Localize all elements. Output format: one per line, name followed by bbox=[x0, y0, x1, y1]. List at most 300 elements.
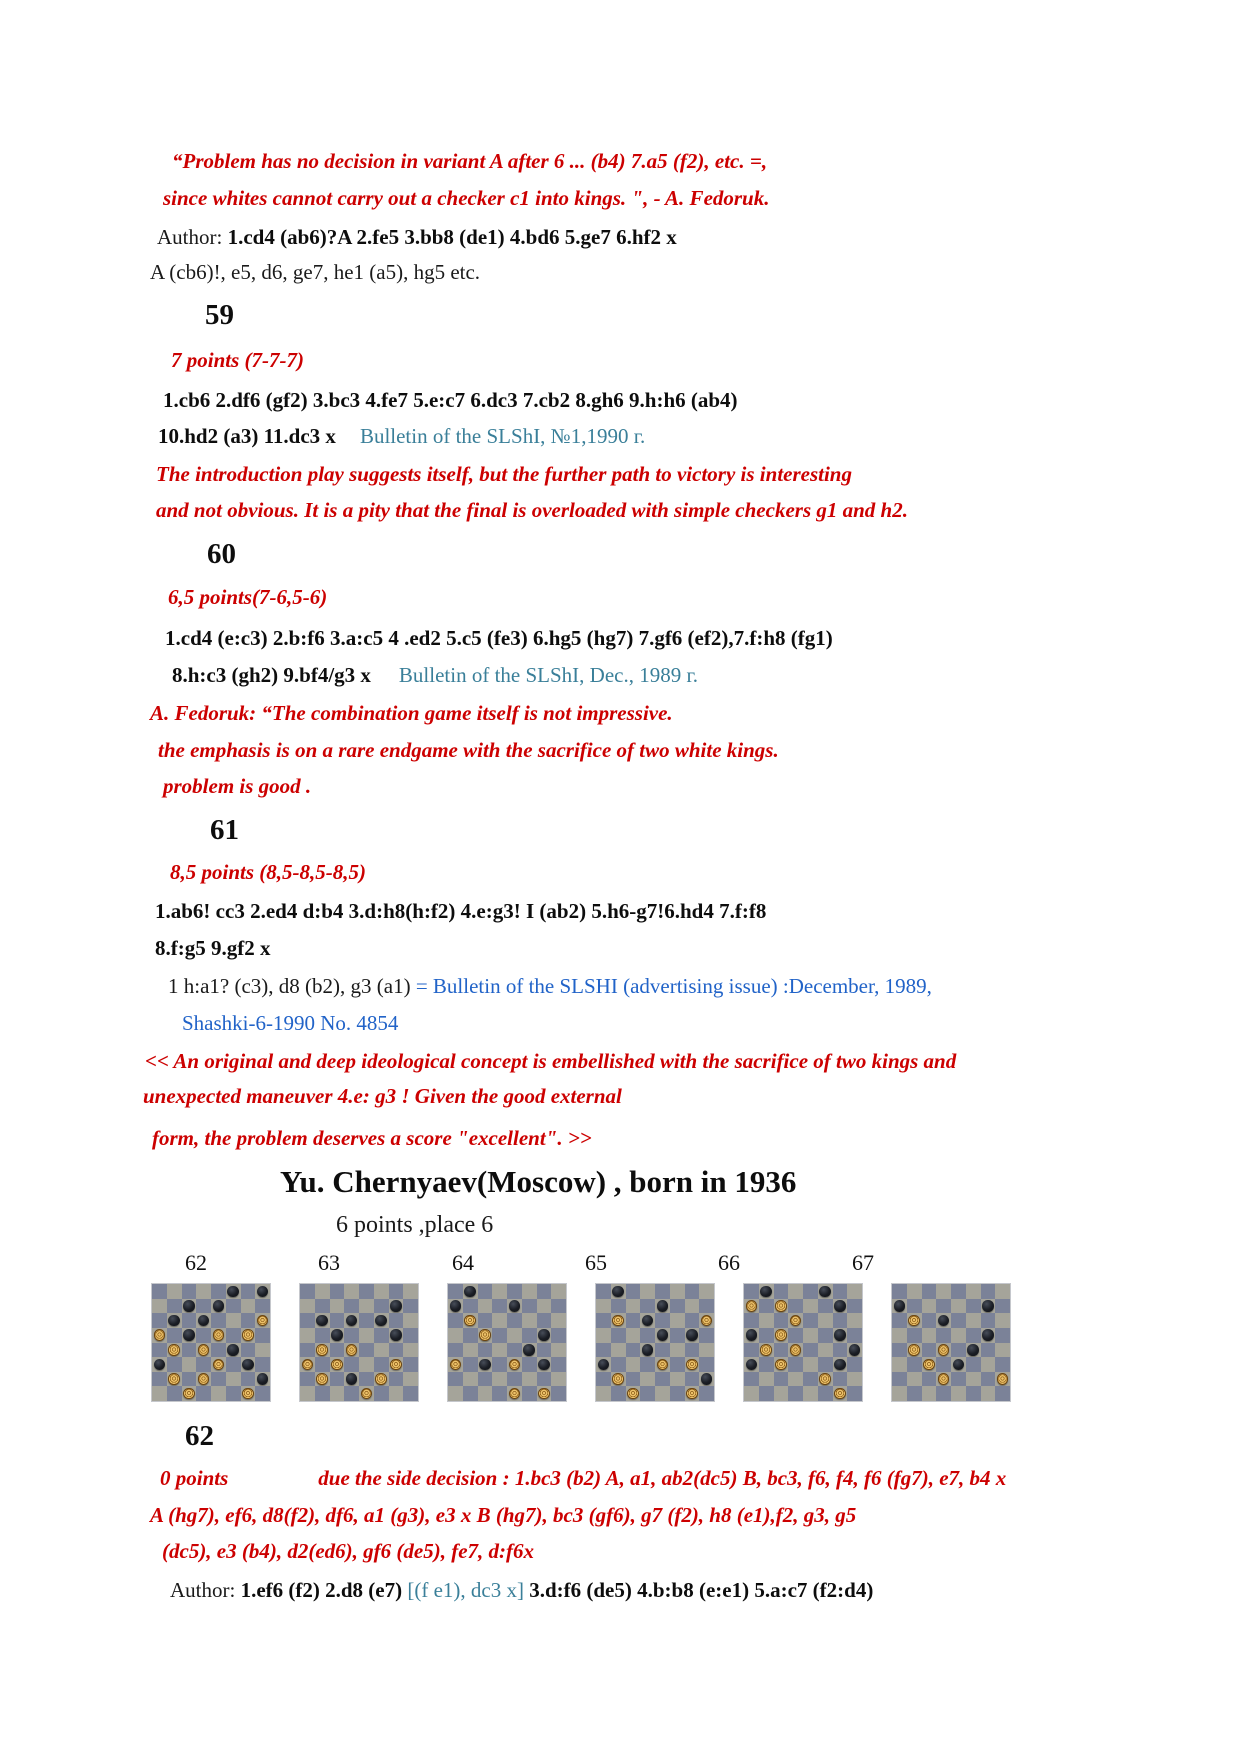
board-square bbox=[596, 1357, 611, 1372]
board-square bbox=[241, 1372, 256, 1387]
problem-60-citation: Bulletin of the SLShI, Dec., 1989 г. bbox=[398, 663, 698, 687]
board-square bbox=[241, 1299, 256, 1314]
black-checker bbox=[464, 1286, 476, 1298]
board-square bbox=[389, 1386, 404, 1401]
board-square bbox=[640, 1372, 655, 1387]
board-square bbox=[759, 1343, 774, 1358]
board-label-62: 62 bbox=[185, 1250, 207, 1275]
problem-61-moves-2: 8.f:g5 9.gf2 x bbox=[155, 936, 271, 960]
board-square bbox=[922, 1313, 937, 1328]
board-square bbox=[833, 1328, 848, 1343]
board-square bbox=[300, 1328, 315, 1343]
board-square bbox=[507, 1284, 522, 1299]
board-square bbox=[611, 1313, 626, 1328]
board-square bbox=[315, 1357, 330, 1372]
board-square bbox=[374, 1284, 389, 1299]
board-square bbox=[167, 1313, 182, 1328]
variant-a-line: A (cb6)!, e5, d6, ge7, he1 (a5), hg5 etc. bbox=[150, 260, 481, 284]
board-square bbox=[537, 1343, 552, 1358]
black-checker bbox=[982, 1329, 994, 1341]
white-checker bbox=[760, 1344, 772, 1356]
black-checker bbox=[183, 1329, 195, 1341]
board-square bbox=[478, 1357, 493, 1372]
board-square bbox=[685, 1357, 700, 1372]
board-square bbox=[551, 1284, 566, 1299]
board-square bbox=[596, 1299, 611, 1314]
board-square bbox=[226, 1343, 241, 1358]
board-square bbox=[359, 1386, 374, 1401]
board-square bbox=[685, 1328, 700, 1343]
problem-62-author-moves-1: 1.ef6 (f2) 2.d8 (e7) bbox=[240, 1578, 408, 1602]
white-checker bbox=[375, 1373, 387, 1385]
board-square bbox=[196, 1343, 211, 1358]
board-square bbox=[670, 1357, 685, 1372]
board-square bbox=[182, 1313, 197, 1328]
board-square bbox=[907, 1328, 922, 1343]
board-square bbox=[211, 1328, 226, 1343]
problem-60-comment-1: A. Fedoruk: “The combination game itself is not impressive. bbox=[150, 701, 673, 725]
board-square bbox=[759, 1372, 774, 1387]
white-checker bbox=[701, 1315, 713, 1327]
board-square bbox=[922, 1343, 937, 1358]
board-square bbox=[626, 1299, 641, 1314]
board-square bbox=[699, 1343, 714, 1358]
black-checker bbox=[242, 1359, 254, 1371]
board-square bbox=[966, 1299, 981, 1314]
board-square bbox=[818, 1386, 833, 1401]
board-square bbox=[330, 1284, 345, 1299]
problem-62-author-line bbox=[170, 1578, 873, 1603]
board-square bbox=[981, 1313, 996, 1328]
board-square bbox=[655, 1357, 670, 1372]
board-square bbox=[922, 1386, 937, 1401]
board-square bbox=[995, 1284, 1010, 1299]
board-square bbox=[847, 1386, 862, 1401]
board-square bbox=[152, 1284, 167, 1299]
checkers-board-66 bbox=[744, 1284, 862, 1401]
board-square bbox=[685, 1372, 700, 1387]
board-square bbox=[551, 1386, 566, 1401]
board-square bbox=[847, 1313, 862, 1328]
board-square bbox=[744, 1313, 759, 1328]
board-square bbox=[685, 1343, 700, 1358]
board-square bbox=[167, 1357, 182, 1372]
board-square bbox=[507, 1299, 522, 1314]
board-label-66: 66 bbox=[718, 1250, 740, 1275]
problem-62-side-line-2: A (hg7), ef6, d8(f2), df6, a1 (g3), e3 x B (hg7), bc3 (gf6), g7 (f2), h8 (e1),f2, g3, g5 bbox=[150, 1503, 857, 1527]
board-square bbox=[226, 1284, 241, 1299]
board-square bbox=[922, 1299, 937, 1314]
board-square bbox=[344, 1328, 359, 1343]
board-square bbox=[596, 1386, 611, 1401]
board-square bbox=[492, 1372, 507, 1387]
black-checker bbox=[538, 1359, 550, 1371]
board-square bbox=[922, 1357, 937, 1372]
board-square bbox=[492, 1328, 507, 1343]
board-square bbox=[507, 1313, 522, 1328]
board-square bbox=[818, 1372, 833, 1387]
board-square bbox=[522, 1313, 537, 1328]
white-checker bbox=[790, 1344, 802, 1356]
board-square bbox=[847, 1343, 862, 1358]
board-square bbox=[626, 1357, 641, 1372]
board-square bbox=[255, 1357, 270, 1372]
board-square bbox=[788, 1284, 803, 1299]
problem-62-author-bracket: [(f e1), dc3 x] bbox=[407, 1578, 524, 1602]
board-square bbox=[196, 1386, 211, 1401]
board-square bbox=[537, 1357, 552, 1372]
board-square bbox=[699, 1372, 714, 1387]
board-square bbox=[788, 1343, 803, 1358]
board-square bbox=[182, 1372, 197, 1387]
board-square bbox=[463, 1386, 478, 1401]
problem-60-comment-2: the emphasis is on a rare endgame with the sacrifice of two white kings. bbox=[158, 738, 779, 762]
black-checker bbox=[819, 1286, 831, 1298]
board-square bbox=[907, 1357, 922, 1372]
board-square bbox=[907, 1284, 922, 1299]
black-checker bbox=[642, 1315, 654, 1327]
board-square bbox=[403, 1313, 418, 1328]
board-square bbox=[463, 1299, 478, 1314]
board-square bbox=[759, 1284, 774, 1299]
board-square bbox=[551, 1313, 566, 1328]
problem-61-moves-1: 1.ab6! cc3 2.ed4 d:b4 3.d:h8(h:f2) 4.e:g3! I (ab2) 5.h6-g7!6.hd4 7.f:f8 bbox=[155, 899, 767, 923]
problem-59-citation: Bulletin of the SLShI, №1,1990 г. bbox=[359, 424, 646, 448]
board-square bbox=[670, 1284, 685, 1299]
board-square bbox=[182, 1299, 197, 1314]
board-square bbox=[182, 1357, 197, 1372]
board-square bbox=[774, 1284, 789, 1299]
white-checker bbox=[686, 1388, 698, 1400]
board-square bbox=[255, 1343, 270, 1358]
board-square bbox=[463, 1313, 478, 1328]
board-square bbox=[167, 1372, 182, 1387]
board-square bbox=[640, 1284, 655, 1299]
board-square bbox=[152, 1343, 167, 1358]
board-square bbox=[833, 1386, 848, 1401]
white-checker bbox=[168, 1344, 180, 1356]
problem-61-citation-2: Shashki-6-1990 No. 4854 bbox=[182, 1011, 399, 1035]
checkers-board-62 bbox=[152, 1284, 270, 1401]
board-square bbox=[448, 1372, 463, 1387]
board-square bbox=[995, 1313, 1010, 1328]
white-checker bbox=[938, 1344, 950, 1356]
board-square bbox=[611, 1284, 626, 1299]
black-checker bbox=[227, 1286, 239, 1298]
board-square bbox=[922, 1372, 937, 1387]
board-square bbox=[699, 1299, 714, 1314]
board-square bbox=[241, 1343, 256, 1358]
board-square bbox=[936, 1372, 951, 1387]
board-square bbox=[655, 1313, 670, 1328]
problem-60-moves-2-text: 8.h:c3 (gh2) 9.bf4/g3 x bbox=[172, 663, 371, 687]
board-square bbox=[966, 1313, 981, 1328]
board-square bbox=[788, 1313, 803, 1328]
white-checker bbox=[746, 1300, 758, 1312]
board-square bbox=[640, 1357, 655, 1372]
board-square bbox=[847, 1284, 862, 1299]
board-square bbox=[167, 1299, 182, 1314]
board-square bbox=[818, 1357, 833, 1372]
board-square bbox=[995, 1328, 1010, 1343]
board-square bbox=[744, 1386, 759, 1401]
author-heading: Yu. Chernyaev(Moscow) , born in 1936 bbox=[280, 1164, 797, 1199]
board-square bbox=[966, 1343, 981, 1358]
board-square bbox=[211, 1313, 226, 1328]
board-square bbox=[759, 1313, 774, 1328]
checkers-board-65 bbox=[596, 1284, 714, 1401]
board-square bbox=[315, 1328, 330, 1343]
board-square bbox=[744, 1284, 759, 1299]
board-square bbox=[596, 1284, 611, 1299]
board-square bbox=[551, 1357, 566, 1372]
board-square bbox=[478, 1313, 493, 1328]
board-square bbox=[759, 1357, 774, 1372]
problem-62-side-line-1 bbox=[160, 1466, 1006, 1491]
problem-59-comment-2: and not obvious. It is a pity that the final is overloaded with simple checkers g1 and h2. bbox=[156, 498, 908, 522]
board-square bbox=[759, 1299, 774, 1314]
board-square bbox=[448, 1299, 463, 1314]
board-square bbox=[255, 1299, 270, 1314]
board-square bbox=[907, 1386, 922, 1401]
board-square bbox=[463, 1372, 478, 1387]
white-checker bbox=[923, 1359, 935, 1371]
board-square bbox=[226, 1299, 241, 1314]
board-square bbox=[330, 1372, 345, 1387]
board-square bbox=[448, 1357, 463, 1372]
board-square bbox=[300, 1313, 315, 1328]
board-square bbox=[922, 1284, 937, 1299]
white-checker bbox=[198, 1373, 210, 1385]
board-square bbox=[522, 1299, 537, 1314]
board-square bbox=[255, 1386, 270, 1401]
board-square bbox=[315, 1284, 330, 1299]
board-square bbox=[744, 1372, 759, 1387]
board-square bbox=[966, 1386, 981, 1401]
board-square bbox=[744, 1357, 759, 1372]
board-square bbox=[981, 1343, 996, 1358]
black-checker bbox=[746, 1359, 758, 1371]
board-square bbox=[788, 1386, 803, 1401]
white-checker bbox=[361, 1388, 373, 1400]
board-square bbox=[241, 1328, 256, 1343]
problem-61-comment-1: << An original and deep ideological concept is embellished with the sacrifice of two kings and bbox=[145, 1049, 957, 1073]
board-square bbox=[448, 1313, 463, 1328]
white-checker bbox=[997, 1373, 1009, 1385]
board-square bbox=[448, 1328, 463, 1343]
board-square bbox=[936, 1386, 951, 1401]
board-square bbox=[818, 1343, 833, 1358]
black-checker bbox=[227, 1344, 239, 1356]
board-square bbox=[182, 1328, 197, 1343]
black-checker bbox=[509, 1300, 521, 1312]
white-checker bbox=[686, 1359, 698, 1371]
board-square bbox=[167, 1386, 182, 1401]
problem-61-note-text: 1 h:a1? (c3), d8 (b2), g3 (a1) bbox=[168, 974, 416, 998]
board-square bbox=[463, 1284, 478, 1299]
board-square bbox=[655, 1284, 670, 1299]
board-square bbox=[611, 1372, 626, 1387]
board-square bbox=[152, 1372, 167, 1387]
board-square bbox=[315, 1343, 330, 1358]
board-square bbox=[951, 1343, 966, 1358]
board-square bbox=[774, 1299, 789, 1314]
board-square bbox=[596, 1343, 611, 1358]
board-square bbox=[226, 1328, 241, 1343]
black-checker bbox=[746, 1329, 758, 1341]
problem-59-moves-1: 1.cb6 2.df6 (gf2) 3.bc3 4.fe7 5.e:c7 6.dc3 7.cb2 8.gh6 9.h:h6 (ab4) bbox=[163, 388, 738, 412]
problem-61-number: 61 bbox=[210, 814, 239, 846]
board-square bbox=[759, 1328, 774, 1343]
board-square bbox=[359, 1357, 374, 1372]
board-square bbox=[478, 1284, 493, 1299]
black-checker bbox=[257, 1286, 269, 1298]
board-square bbox=[611, 1299, 626, 1314]
problem-61-comment-2: unexpected maneuver 4.e: g3 ! Given the good external bbox=[143, 1084, 622, 1108]
white-checker bbox=[390, 1359, 402, 1371]
board-square bbox=[463, 1357, 478, 1372]
black-checker bbox=[154, 1359, 166, 1371]
board-square bbox=[966, 1328, 981, 1343]
white-checker bbox=[908, 1344, 920, 1356]
board-square bbox=[255, 1313, 270, 1328]
board-square bbox=[152, 1386, 167, 1401]
board-square bbox=[788, 1357, 803, 1372]
board-square bbox=[374, 1328, 389, 1343]
problem-62-number: 62 bbox=[185, 1420, 214, 1452]
board-square bbox=[330, 1328, 345, 1343]
board-label-67: 67 bbox=[852, 1250, 874, 1275]
board-square bbox=[211, 1372, 226, 1387]
board-square bbox=[196, 1357, 211, 1372]
board-square bbox=[403, 1299, 418, 1314]
checkers-board-64 bbox=[448, 1284, 566, 1401]
black-checker bbox=[834, 1300, 846, 1312]
black-checker bbox=[375, 1315, 387, 1327]
board-square bbox=[507, 1386, 522, 1401]
board-square bbox=[537, 1299, 552, 1314]
black-checker bbox=[938, 1315, 950, 1327]
board-square bbox=[774, 1386, 789, 1401]
board-square bbox=[699, 1328, 714, 1343]
board-square bbox=[403, 1357, 418, 1372]
white-checker bbox=[657, 1359, 669, 1371]
black-checker bbox=[257, 1373, 269, 1385]
board-square bbox=[478, 1299, 493, 1314]
board-square bbox=[833, 1313, 848, 1328]
board-square bbox=[389, 1284, 404, 1299]
board-square bbox=[611, 1328, 626, 1343]
problem-59-points: 7 points (7-7-7) bbox=[171, 348, 304, 372]
board-square bbox=[448, 1343, 463, 1358]
board-square bbox=[344, 1343, 359, 1358]
board-square bbox=[626, 1284, 641, 1299]
white-checker bbox=[183, 1388, 195, 1400]
board-label-64: 64 bbox=[452, 1250, 474, 1275]
board-square bbox=[537, 1284, 552, 1299]
board-square bbox=[803, 1284, 818, 1299]
board-square bbox=[374, 1386, 389, 1401]
board-square bbox=[833, 1284, 848, 1299]
board-square bbox=[522, 1357, 537, 1372]
board-square bbox=[655, 1328, 670, 1343]
board-square bbox=[374, 1313, 389, 1328]
board-square bbox=[966, 1372, 981, 1387]
black-checker bbox=[657, 1300, 669, 1312]
board-square bbox=[966, 1357, 981, 1372]
black-checker bbox=[894, 1300, 906, 1312]
board-square bbox=[359, 1299, 374, 1314]
board-square bbox=[907, 1299, 922, 1314]
white-checker bbox=[908, 1315, 920, 1327]
board-square bbox=[640, 1386, 655, 1401]
board-square bbox=[670, 1343, 685, 1358]
board-square bbox=[833, 1372, 848, 1387]
white-checker bbox=[213, 1329, 225, 1341]
board-square bbox=[626, 1372, 641, 1387]
board-square bbox=[344, 1386, 359, 1401]
board-square bbox=[374, 1372, 389, 1387]
board-square bbox=[196, 1313, 211, 1328]
board-square bbox=[847, 1299, 862, 1314]
board-square bbox=[374, 1299, 389, 1314]
board-square bbox=[537, 1372, 552, 1387]
board-square bbox=[892, 1284, 907, 1299]
problem-60-comment-3: problem is good . bbox=[163, 774, 312, 798]
board-square bbox=[255, 1284, 270, 1299]
board-square bbox=[330, 1343, 345, 1358]
white-checker bbox=[627, 1388, 639, 1400]
board-square bbox=[241, 1284, 256, 1299]
black-checker bbox=[538, 1329, 550, 1341]
board-square bbox=[167, 1328, 182, 1343]
board-square bbox=[803, 1343, 818, 1358]
board-square bbox=[803, 1328, 818, 1343]
board-square bbox=[655, 1299, 670, 1314]
board-square bbox=[596, 1372, 611, 1387]
problem-62-side-line-3: (dc5), e3 (b4), d2(ed6), gf6 (de5), fe7, d:f6x bbox=[162, 1539, 535, 1563]
board-square bbox=[344, 1313, 359, 1328]
board-square bbox=[966, 1284, 981, 1299]
white-checker bbox=[257, 1315, 269, 1327]
board-square bbox=[478, 1343, 493, 1358]
board-square bbox=[389, 1313, 404, 1328]
board-square bbox=[330, 1313, 345, 1328]
board-square bbox=[655, 1343, 670, 1358]
board-square bbox=[774, 1343, 789, 1358]
board-square bbox=[670, 1299, 685, 1314]
board-square bbox=[507, 1357, 522, 1372]
board-square bbox=[951, 1357, 966, 1372]
board-square bbox=[330, 1386, 345, 1401]
board-square bbox=[611, 1386, 626, 1401]
board-square bbox=[478, 1372, 493, 1387]
white-checker bbox=[346, 1344, 358, 1356]
problem-62-author-moves-2: 3.d:f6 (de5) 4.b:b8 (e:e1) 5.a:c7 (f2:d4) bbox=[523, 1578, 874, 1602]
board-square bbox=[892, 1313, 907, 1328]
board-square bbox=[226, 1313, 241, 1328]
board-square bbox=[803, 1372, 818, 1387]
board-square bbox=[803, 1357, 818, 1372]
board-square bbox=[507, 1328, 522, 1343]
board-square bbox=[330, 1299, 345, 1314]
black-checker bbox=[686, 1329, 698, 1341]
board-square bbox=[211, 1299, 226, 1314]
board-square bbox=[537, 1386, 552, 1401]
board-square bbox=[344, 1284, 359, 1299]
white-checker bbox=[450, 1359, 462, 1371]
black-checker bbox=[450, 1300, 462, 1312]
